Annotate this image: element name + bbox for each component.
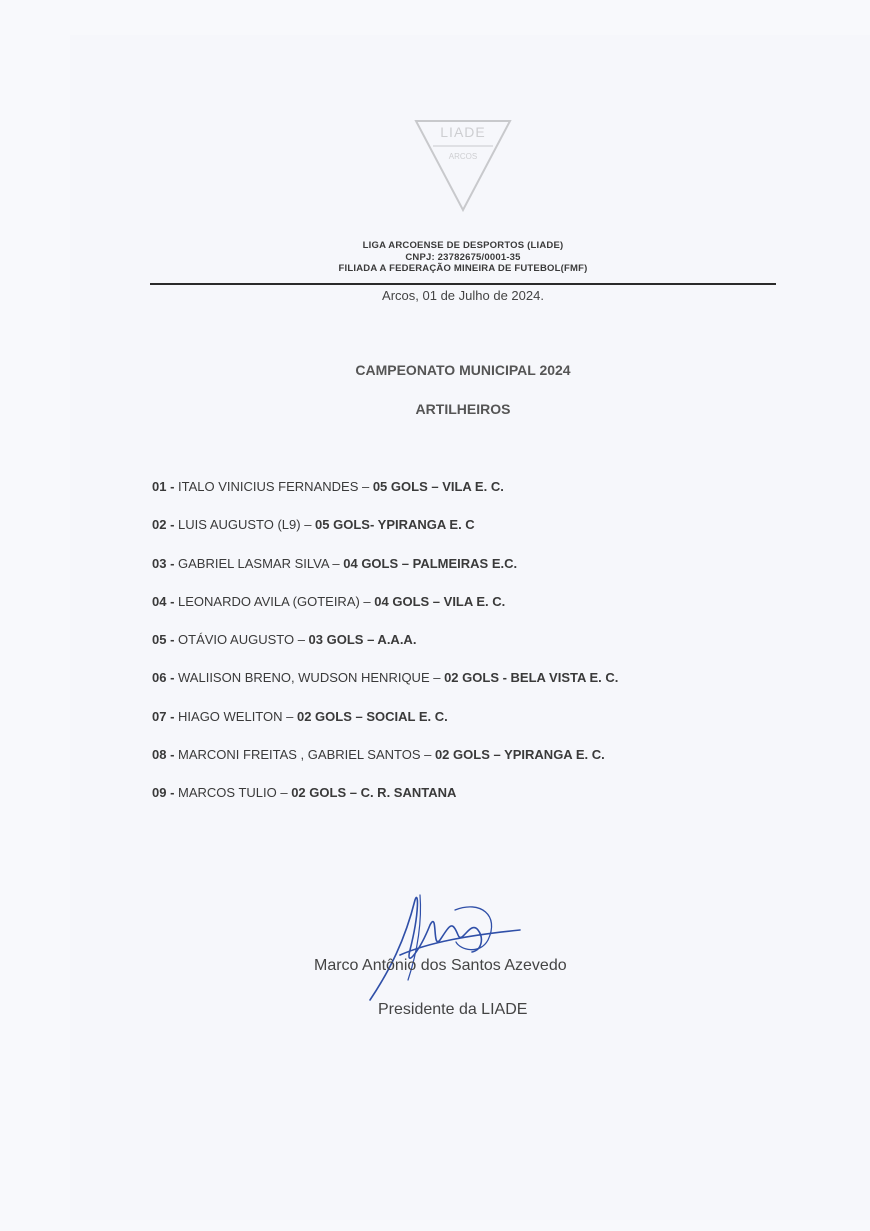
scorer-goals-team: 05 GOLS- YPIRANGA E. C (315, 517, 475, 533)
scorer-goals-team: 05 GOLS – VILA E. C. (372, 479, 504, 494)
scorer-rank: 02 - (152, 517, 175, 533)
scorer-goals-team: 04 GOLS – PALMEIRAS E.C. (343, 555, 518, 571)
list-item (152, 747, 792, 785)
scorer-goals-team: 04 GOLS – VILA E. C. (374, 593, 506, 609)
scorer-name: LUIS AUGUSTO (L9) – (174, 517, 316, 533)
scorer-name: LEONARDO AVILA (GOTEIRA) – (174, 593, 375, 609)
signatory-name: Marco Antônio dos Santos Azevedo (314, 957, 567, 974)
scorer-goals-team: 02 GOLS - BELA VISTA E. C. (444, 670, 619, 686)
letterhead (150, 240, 776, 275)
signature-block (300, 880, 660, 1040)
scorer-goals-team: 02 GOLS – YPIRANGA E. C. (434, 747, 605, 763)
scorer-name: WALIISON BRENO, WUDSON HENRIQUE – (174, 670, 445, 686)
scorer-rank: 06 - (152, 670, 175, 686)
scorer-rank: 03 - (152, 555, 175, 571)
scorer-name: MARCONI FREITAS , GABRIEL SANTOS – (174, 747, 435, 763)
list-item (152, 517, 792, 555)
scorer-name: OTÁVIO AUGUSTO – (174, 632, 309, 648)
scorers-list (152, 479, 792, 824)
logo-name: LIADE (440, 124, 486, 140)
scorer-goals-team: 02 GOLS – C. R. SANTANA (291, 785, 457, 801)
handwritten-signature-icon (360, 880, 530, 1010)
list-item (152, 785, 792, 823)
scorer-rank: 05 - (152, 632, 175, 648)
list-item (152, 594, 792, 632)
document-subtitle: ARTILHEIROS (415, 401, 511, 417)
scorer-goals-team: 03 GOLS – A.A.A. (308, 632, 417, 648)
scorer-rank: 09 - (152, 785, 175, 801)
header-divider (150, 283, 776, 285)
scorer-name: HIAGO WELITON – (174, 708, 297, 724)
scorer-rank: 08 - (152, 747, 175, 763)
letterhead-org: LIGA ARCOENSE DE DESPORTOS (LIADE) (362, 240, 564, 251)
signatory-role: Presidente da LIADE (378, 1001, 528, 1018)
document-title: CAMPEONATO MUNICIPAL 2024 (355, 362, 571, 378)
scorer-rank: 07 - (152, 708, 175, 724)
letterhead-affiliation: FILIADA A FEDERAÇÃO MINEIRA DE FUTEBOL(FMF) (338, 263, 588, 274)
scorer-goals-team: 02 GOLS – SOCIAL E. C. (296, 708, 448, 724)
list-item (152, 556, 792, 594)
scorer-rank: 04 - (152, 593, 175, 609)
letterhead-cnpj: CNPJ: 23782675/0001-35 (405, 251, 521, 263)
scorer-name: ITALO VINICIUS FERNANDES – (174, 479, 373, 494)
list-item (152, 632, 792, 670)
list-item (152, 670, 792, 708)
scorer-rank: 01 - (152, 479, 175, 494)
list-item (152, 479, 792, 517)
liade-logo (413, 118, 513, 214)
document-date: Arcos, 01 de Julho de 2024. (382, 288, 544, 303)
scorer-name: MARCOS TULIO – (174, 785, 292, 801)
logo-city: ARCOS (448, 152, 478, 161)
list-item (152, 709, 792, 747)
scorer-name: GABRIEL LASMAR SILVA – (174, 555, 344, 571)
